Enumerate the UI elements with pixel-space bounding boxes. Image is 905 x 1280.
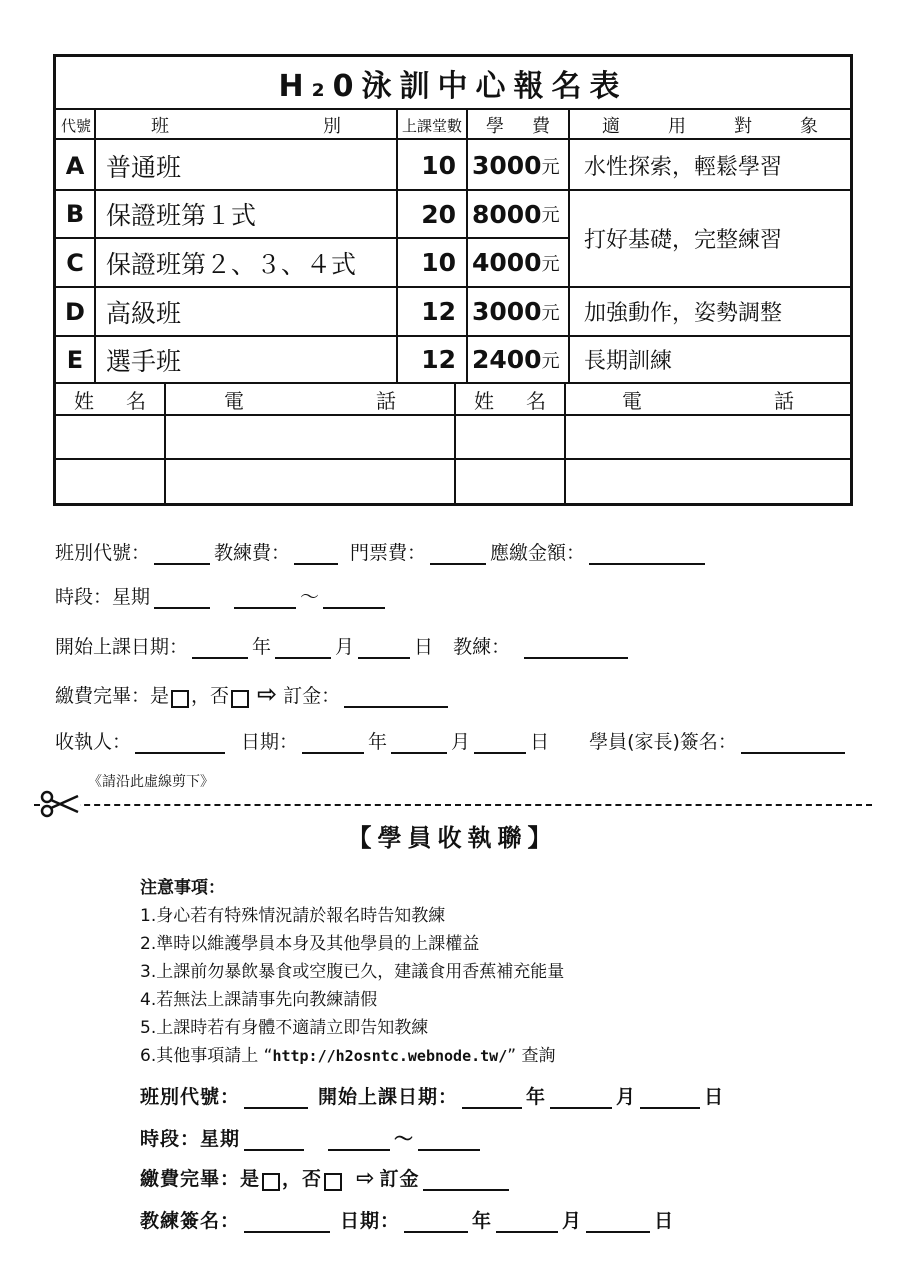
amount-due-label: 應繳金額： (490, 542, 586, 564)
paid-yes-checkbox[interactable] (262, 1173, 280, 1191)
start-date-label: 開始上課日期： (55, 636, 189, 658)
course-code: C (66, 248, 84, 277)
cut-dashed-line (34, 804, 872, 806)
class-code-field[interactable] (154, 543, 210, 565)
receipt-sign-line: 教練簽名： 日期： 年 月 日 (140, 1210, 675, 1232)
coach-fee-label: 教練費： (214, 542, 291, 564)
time-start-field[interactable] (234, 587, 296, 609)
header-code: 代號 (60, 116, 91, 135)
coach-fee-field[interactable] (294, 543, 338, 565)
month-field[interactable] (496, 1211, 558, 1233)
notes-title: 注意事項： (140, 878, 225, 898)
deposit-label: 訂金： (283, 685, 341, 707)
year-field[interactable] (302, 732, 364, 754)
header-sessions: 上課堂數 (401, 116, 462, 135)
paid-no-checkbox[interactable] (324, 1173, 342, 1191)
course-fee: 3000 元 (472, 297, 560, 326)
course-name: 普通班 (106, 152, 182, 182)
course-target: 長期訓練 (584, 349, 673, 374)
amount-due-field[interactable] (589, 543, 705, 565)
deposit-field[interactable] (423, 1169, 509, 1191)
header-fee: 學 費 (486, 116, 550, 137)
coach-signature-field[interactable] (244, 1211, 330, 1233)
course-sessions: 10 (421, 151, 456, 180)
contact-phone-field[interactable] (166, 416, 454, 458)
fee-line (55, 538, 709, 565)
divider (94, 110, 96, 382)
month-field[interactable] (550, 1087, 612, 1109)
weekday-field[interactable] (244, 1129, 304, 1151)
notes-list (140, 874, 564, 1070)
course-fee: 4000 元 (472, 248, 560, 277)
weekday-field[interactable] (154, 587, 210, 609)
day-field[interactable] (474, 732, 526, 754)
course-sessions: 12 (421, 345, 456, 374)
receipt-class-line: 班別代號： 開始上課日期： 年 月 日 (140, 1086, 725, 1108)
course-code: A (65, 151, 85, 180)
course-target: 打好基礎，完整練習 (584, 228, 783, 253)
time-start-field[interactable] (328, 1129, 390, 1151)
course-name: 保證班第２、３、４式 (106, 249, 357, 279)
note-item: 4.若無法上課請事先向教練請假 (140, 990, 378, 1010)
contact-phone-field[interactable] (566, 460, 850, 503)
contact-header-name: 姓 名 (474, 388, 546, 413)
receiver-line: 收執人： 日期： 年 月 日 學員(家長)簽名： (55, 727, 849, 754)
month-field[interactable] (391, 732, 447, 754)
course-fee: 3000 元 (472, 151, 560, 180)
start-date-line: 開始上課日期： 年 月 日 教練： (55, 632, 632, 659)
period-label: 時段：星期 (55, 586, 151, 608)
tilde: ～ (300, 586, 320, 608)
course-name: 保證班第１式 (106, 201, 257, 230)
year-field[interactable] (192, 637, 248, 659)
arrow-right-icon: ⇨ (356, 1166, 376, 1191)
coach-label: 教練： (453, 636, 511, 658)
receipt-title: 【學員收執聯】 (347, 824, 558, 852)
paid-no-checkbox[interactable] (231, 690, 249, 708)
course-sessions: 20 (421, 199, 456, 229)
date-label: 日期： (241, 731, 299, 753)
signature-field[interactable] (741, 732, 845, 754)
course-target: 水性探索，輕鬆學習 (584, 155, 783, 180)
receiver-field[interactable] (135, 732, 225, 754)
month-field[interactable] (275, 637, 331, 659)
year-field[interactable] (404, 1211, 468, 1233)
paid-label: 繳費完畢：是 (55, 685, 170, 707)
header-class: 班 別 (151, 116, 341, 137)
contact-phone-field[interactable] (166, 460, 454, 503)
receiver-label: 收執人： (55, 731, 132, 753)
course-code: B (65, 200, 85, 228)
day-field[interactable] (586, 1211, 650, 1233)
coach-field[interactable] (524, 637, 628, 659)
note-item: 2.準時以維護學員本身及其他學員的上課權益 (140, 934, 480, 954)
contact-name-field[interactable] (56, 416, 164, 458)
receipt-period-line: 時段：星期 ～ (140, 1124, 484, 1151)
contact-header-phone: 電 話 (622, 388, 794, 413)
course-name: 選手班 (106, 346, 182, 376)
course-name: 高級班 (106, 298, 182, 328)
ticket-fee-label: 門票費： (350, 542, 427, 564)
contact-name-field[interactable] (56, 460, 164, 503)
cut-note: 《請沿此虛線剪下》 (88, 774, 214, 790)
form-title: H₂0泳訓中心報名表 (56, 57, 850, 110)
ticket-fee-field[interactable] (430, 543, 486, 565)
signature-label: 學員(家長)簽名： (589, 731, 737, 753)
year-field[interactable] (462, 1087, 522, 1109)
course-target: 加強動作，姿勢調整 (584, 301, 783, 326)
class-code-field[interactable] (244, 1087, 308, 1109)
period-line (55, 582, 389, 609)
day-field[interactable] (358, 637, 410, 659)
contact-header-name: 姓 名 (74, 388, 146, 413)
course-code: E (66, 345, 84, 374)
arrow-right-icon: ⇨ (257, 680, 278, 708)
note-item: 5.上課時若有身體不適請立即告知教練 (140, 1018, 429, 1038)
contact-phone-field[interactable] (566, 416, 850, 458)
class-code-label: 班別代號： (55, 542, 151, 564)
course-sessions: 12 (421, 297, 456, 326)
time-end-field[interactable] (418, 1129, 480, 1151)
course-code: D (65, 297, 85, 326)
contact-header-phone: 電 話 (224, 388, 396, 413)
divider (466, 110, 468, 382)
receipt-payment-line: 繳費完畢：是 ，否 ⇨ 訂金 (140, 1164, 513, 1191)
note-item: 3.上課前勿暴飲暴食或空腹已久，建議食用香蕉補充能量 (140, 962, 565, 982)
course-sessions: 10 (421, 248, 456, 277)
course-fee: 8000 元 (472, 199, 560, 229)
course-fee: 2400 元 (472, 345, 560, 374)
note-item: 1.身心若有特殊情況請於報名時告知教練 (140, 906, 446, 926)
contact-name-field[interactable] (456, 416, 564, 458)
header-target: 適 用 對 象 (602, 116, 818, 137)
registration-table (53, 54, 853, 506)
deposit-field[interactable] (344, 686, 448, 708)
time-end-field[interactable] (323, 587, 385, 609)
paid-yes-checkbox[interactable] (171, 690, 189, 708)
day-field[interactable] (640, 1087, 700, 1109)
website-link[interactable]: http://h2osntc.webnode.tw/ (272, 1047, 508, 1065)
payment-line: 繳費完畢：是 ，否 ⇨ 訂金： (55, 680, 452, 708)
contact-name-field[interactable] (456, 460, 564, 503)
note-item: 6.其他事項請上 “http://h2osntc.webnode.tw/” 查詢 (140, 1046, 556, 1066)
